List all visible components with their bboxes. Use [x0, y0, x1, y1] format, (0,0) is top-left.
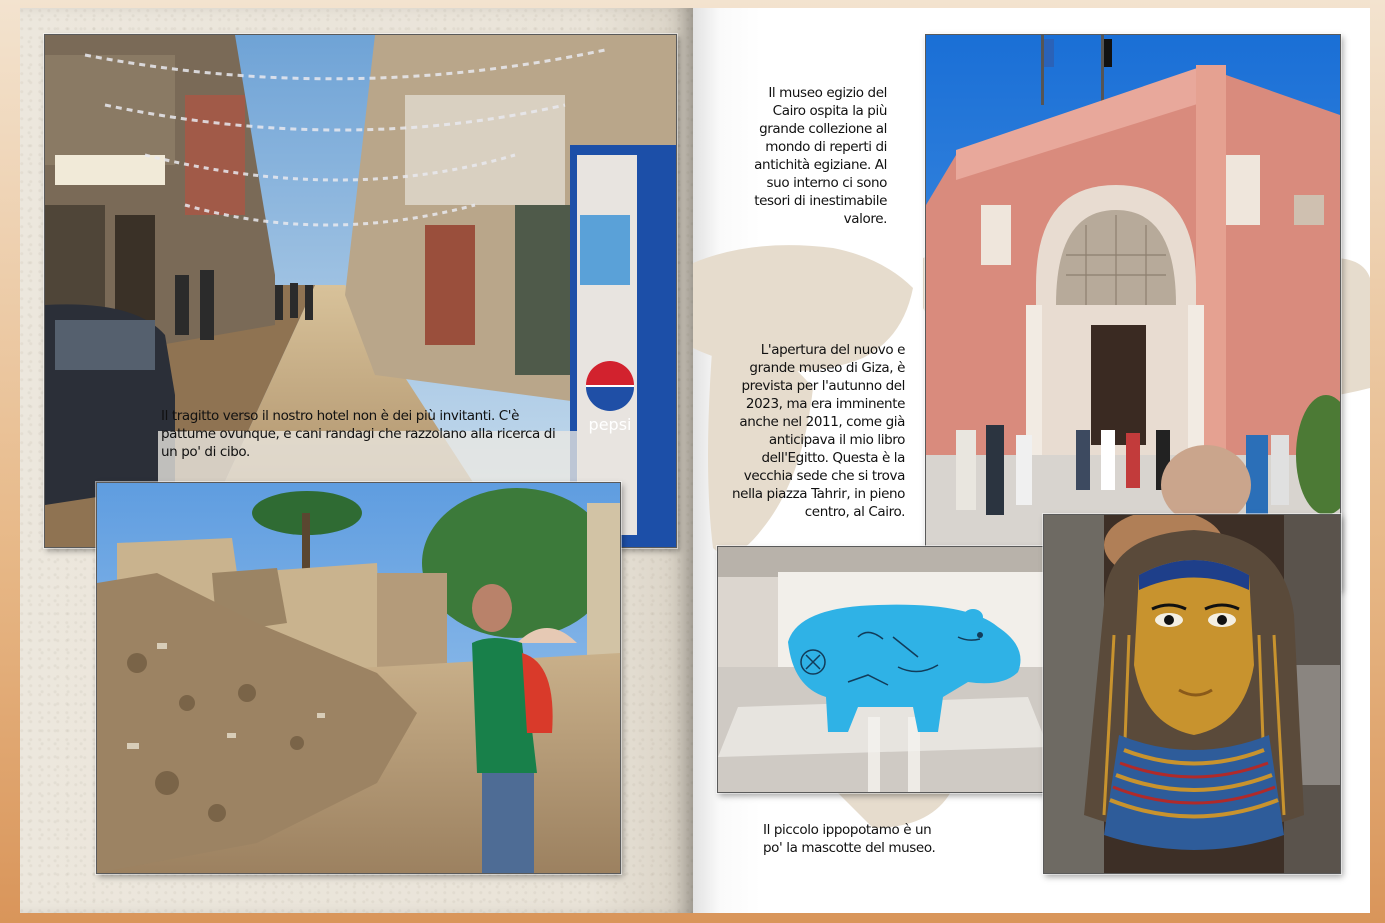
rubble-photo	[96, 482, 621, 874]
left-page	[20, 8, 693, 913]
right-page	[693, 8, 1370, 913]
mummy-mask-photo	[1043, 514, 1341, 874]
giza-museum-caption: L'apertura del nuovo e grande museo di Giza, è prevista per l'autunno del 2023, ma era imminente anche nel 2011, come già anticipava il mio libro dell'Egitto. Questa è la vecchia sede che si trova nella piazza Tahrir, in pieno centro, al Cairo.	[732, 342, 905, 520]
museum-exterior-photo	[925, 34, 1341, 590]
street-photo	[44, 34, 677, 548]
street-caption: Il tragitto verso il nostro hotel non è dei più invitanti. C'è pattume ovunque, e cani randagi che razzolano alla ricerca di un po' di cibo.	[161, 408, 556, 460]
photo-book-spread	[20, 8, 1370, 913]
hippo-caption: Il piccolo ippopotamo è un po' la mascotte del museo.	[763, 822, 936, 856]
pepsi-label: pepsi	[588, 415, 632, 434]
museum-intro-caption: Il museo egizio del Cairo ospita la più grande collezione al mondo di reperti di antichità egiziane. Al suo interno ci sono tesori di inestimabile valore.	[754, 85, 887, 227]
hippo-photo	[717, 546, 1049, 793]
